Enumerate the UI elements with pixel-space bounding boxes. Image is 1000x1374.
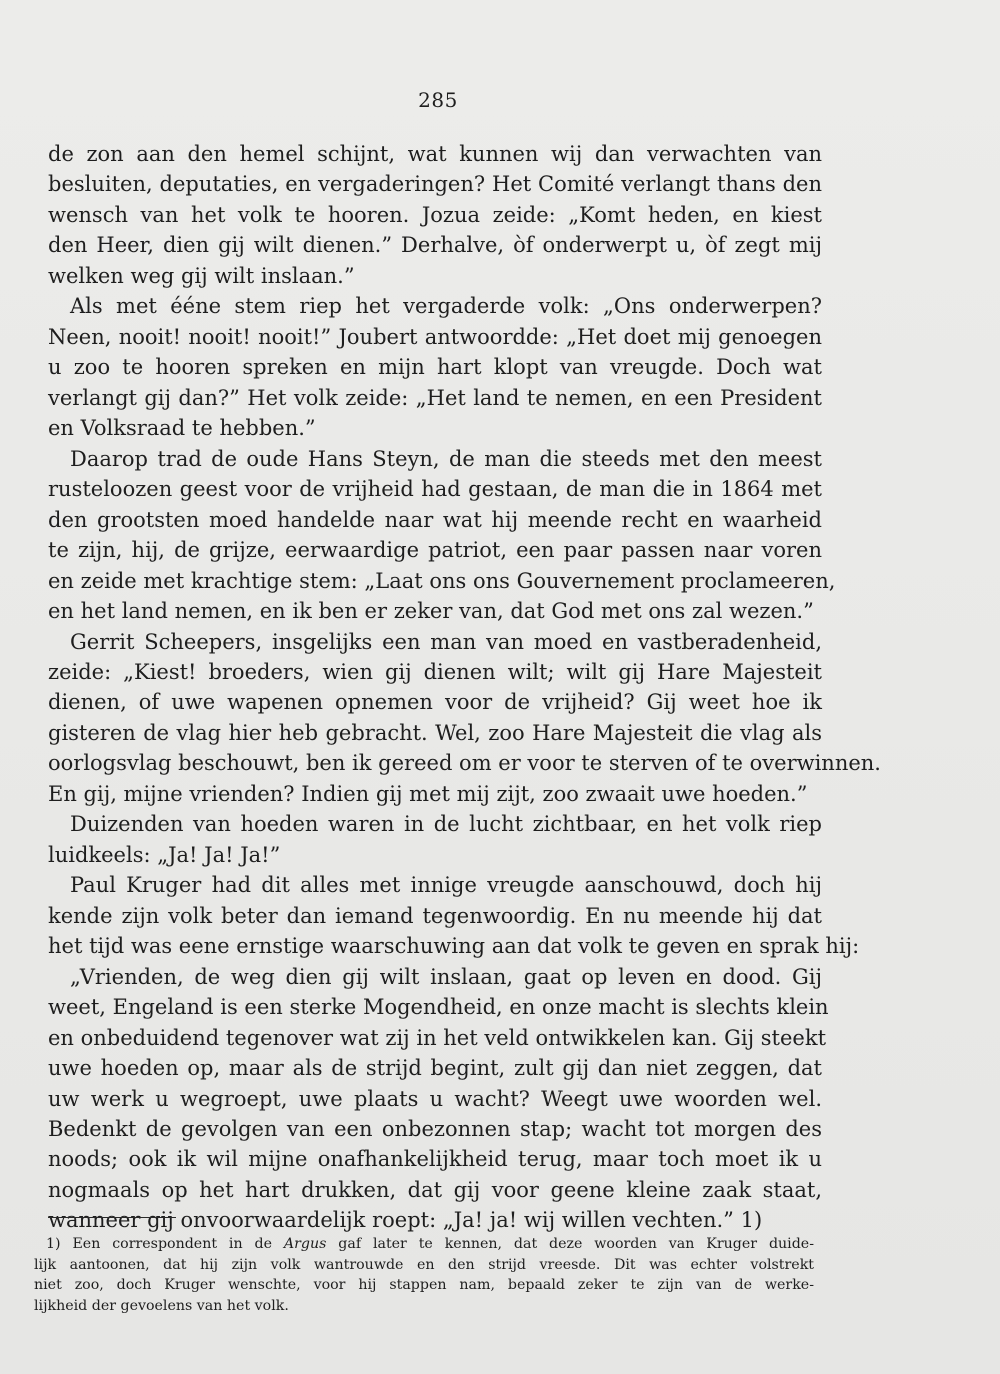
text-line: weet, Engeland is een sterke Mogendheid, en onze macht is slechts klein — [48, 995, 829, 1020]
text-line: den Heer, dien gij wilt dienen.” Derhalve, òf onderwerpt u, òf zegt mij — [48, 233, 822, 258]
text-line: en zeide met krachtige stem: „Laat ons ons Gouvernement proclameeren, — [48, 568, 836, 593]
text-line: gisteren de vlag hier heb gebracht. Wel, zoo Hare Majesteit die vlag als — [48, 720, 822, 745]
body-text — [48, 139, 881, 1236]
text-line: en onbeduidend tegenover wat zij in het veld ontwikkelen kan. Gij steekt — [48, 1025, 827, 1050]
text-line: het tijd was eene ernstige waarschuwing aan dat volk te geven en sprak hij: — [48, 934, 860, 959]
text-line: kende zijn volk beter dan iemand tegenwoordig. En nu meende hij dat — [48, 903, 822, 928]
text-line: „Vrienden, de weg dien gij wilt inslaan, gaat op leven en dood. Gij — [70, 964, 822, 989]
text-line: en Volksraad te hebben.” — [48, 416, 316, 441]
text-line: den grootsten moed handelde naar wat hij meende recht en waarheid — [48, 507, 822, 532]
footnote-line: lijk aantoonen, dat hij zijn volk wantrouwde en den strijd vreesde. Dit was echter volstrekt — [34, 1256, 814, 1273]
footnote-text-end: gaf later te kennen, dat deze woorden van Kruger duide- — [326, 1236, 814, 1252]
text-line: luidkeels: „Ja! Ja! Ja!” — [48, 842, 281, 867]
footnote-text-start: 1) Een correspondent in de — [46, 1236, 284, 1252]
footnote-divider — [48, 1217, 176, 1218]
text-line: uw werk u wegroept, uwe plaats u wacht? Weegt uwe woorden wel. — [48, 1086, 822, 1111]
text-line: Daarop trad de oude Hans Steyn, de man die steeds met den meest — [70, 446, 822, 471]
text-line: wensch van het volk te hooren. Jozua zeide: „Komt heden, en kiest — [48, 202, 822, 227]
footnote-source-title: Argus — [283, 1236, 327, 1252]
text-line: dienen, of uwe wapenen opnemen voor de vrijheid? Gij weet hoe ik — [48, 690, 822, 715]
text-line: Gerrit Scheepers, insgelijks een man van moed en vastberadenheid, — [70, 629, 822, 654]
text-line: wanneer gij onvoorwaardelijk roept: „Ja! ja! wij willen vechten.” 1) — [48, 1208, 763, 1233]
text-line: zeide: „Kiest! broeders, wien gij dienen wilt; wilt gij Hare Majesteit — [48, 659, 822, 684]
text-line: noods; ook ik wil mijne onafhankelijkheid terug, maar toch moet ik u — [48, 1147, 822, 1172]
text-line: uwe hoeden op, maar als de strijd begint, zult gij dan niet zeggen, dat — [48, 1056, 822, 1081]
text-line: verlangt gij dan?” Het volk zeide: „Het land te nemen, en een President — [48, 385, 822, 410]
text-line: welken weg gij wilt inslaan.” — [48, 263, 355, 288]
page-number: 285 — [418, 88, 458, 112]
text-line: u zoo te hooren spreken en mijn hart klopt van vreugde. Doch wat — [48, 355, 822, 380]
text-line: Als met ééne stem riep het vergaderde volk: „Ons onderwerpen? — [70, 294, 822, 319]
text-line: te zijn, hij, de grijze, eerwaardige patriot, een paar passen naar voren — [48, 538, 822, 563]
text-line: Neen, nooit! nooit! nooit!” Joubert antwoordde: „Het doet mij genoegen — [48, 324, 822, 349]
text-line: nogmaals op het hart drukken, dat gij voor geene kleine zaak staat, — [48, 1177, 822, 1202]
text-line: En gij, mijne vrienden? Indien gij met mij zijt, zoo zwaait uwe hoeden.” — [48, 781, 808, 806]
text-line: rusteloozen geest voor de vrijheid had gestaan, de man die in 1864 met — [48, 477, 822, 502]
footnote-line: lijkheid der gevoelens van het volk. — [34, 1297, 289, 1314]
text-line: Paul Kruger had dit alles met innige vreugde aanschouwd, doch hij — [70, 873, 822, 898]
footnote — [34, 1234, 814, 1316]
text-line: de zon aan den hemel schijnt, wat kunnen wij dan verwachten van — [48, 142, 822, 166]
footnote-line: niet zoo, doch Kruger wenschte, voor hij stappen nam, bepaald zeker te zijn van de werke- — [34, 1277, 814, 1293]
text-line: Bedenkt de gevolgen van een onbezonnen stap; wacht tot morgen des — [48, 1117, 822, 1141]
text-line: Duizenden van hoeden waren in de lucht zichtbaar, en het volk riep — [70, 812, 822, 837]
text-line: en het land nemen, en ik ben er zeker van, dat God met ons zal wezen.” — [48, 599, 814, 624]
text-line: oorlogsvlag beschouwt, ben ik gereed om er voor te sterven of te overwinnen. — [48, 751, 881, 776]
footnote-line — [34, 1234, 814, 1255]
text-line: besluiten, deputaties, en vergaderingen? Het Comité verlangt thans den — [48, 172, 822, 197]
